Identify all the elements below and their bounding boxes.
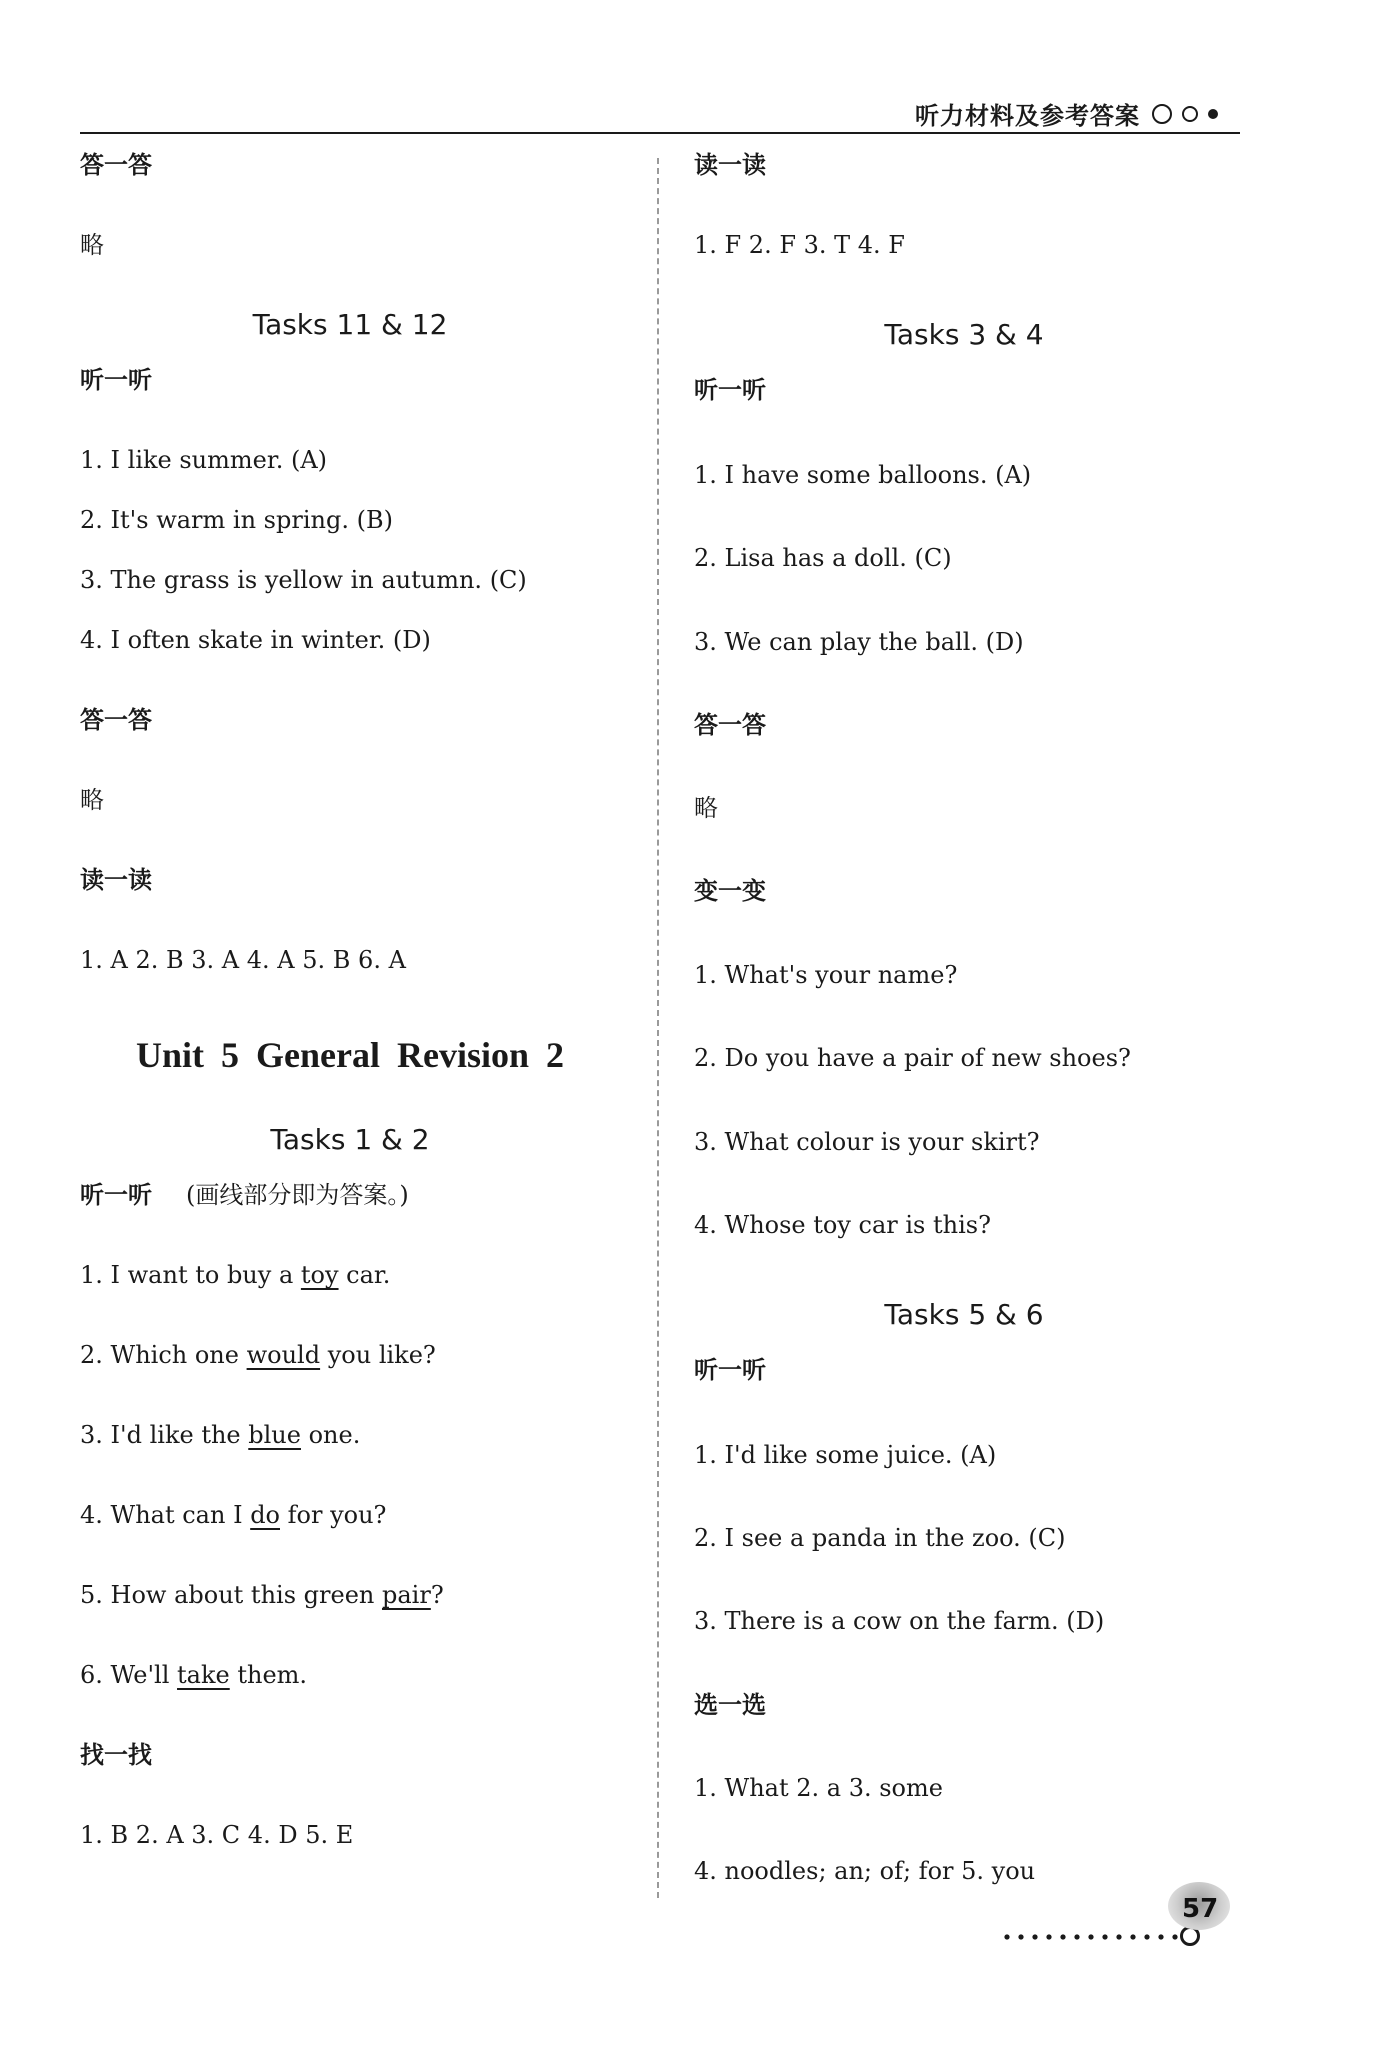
answer-line xyxy=(694,1523,1066,1553)
line-text: 4. I often skate in winter. (D) xyxy=(80,626,431,654)
answer-line xyxy=(80,1420,360,1450)
underlined-answer: toy xyxy=(300,1261,339,1289)
line-text: 2. Lisa has a doll. (C) xyxy=(694,544,952,572)
tasks-heading xyxy=(694,320,1234,350)
dot-icon xyxy=(1208,109,1218,119)
underlined-answer: pair xyxy=(381,1581,431,1609)
line-text: 3. The grass is yellow in autumn. (C) xyxy=(80,566,527,594)
line-text: 3. What colour is your skirt? xyxy=(694,1128,1040,1156)
section-label xyxy=(80,705,152,735)
circle-icon xyxy=(1152,104,1172,124)
line-text: 1. F 2. F 3. T 4. F xyxy=(694,231,905,259)
answer-line xyxy=(80,1820,353,1850)
label-note: (画线部分即为答案。) xyxy=(186,1181,409,1209)
answer-line xyxy=(694,627,1024,657)
section-label xyxy=(694,710,766,740)
answer-line xyxy=(694,1043,1131,1073)
answer-line xyxy=(80,945,406,975)
header-title: 听力材料及参考答案 xyxy=(915,102,1140,130)
answer-text: 6. We'll xyxy=(80,1661,178,1689)
section-label xyxy=(694,150,766,180)
underlined-answer: take xyxy=(177,1661,230,1689)
line-text: Tasks 5 & 6 xyxy=(884,1298,1044,1331)
underlined-answer: would xyxy=(246,1341,321,1369)
line-text: 答一答 xyxy=(80,151,152,179)
page-number: 57 xyxy=(1182,1894,1219,1924)
line-text: 略 xyxy=(694,794,718,822)
answer-line xyxy=(80,625,431,655)
section-label xyxy=(694,1690,766,1720)
answer-text: car. xyxy=(338,1261,391,1289)
header-rule xyxy=(80,132,1240,134)
line-text: 1. I like summer. (A) xyxy=(80,446,328,474)
answer-text: 2. Which one xyxy=(80,1341,247,1369)
page-header xyxy=(80,96,1240,136)
section-label xyxy=(80,865,152,895)
answer-line xyxy=(694,230,905,260)
line-text: 略 xyxy=(80,786,104,814)
tasks-heading xyxy=(80,310,620,340)
line-text: 2. I see a panda in the zoo. (C) xyxy=(694,1524,1066,1552)
section-label xyxy=(80,1740,152,1770)
header-circles-ornament xyxy=(1152,104,1240,124)
answer-text: one. xyxy=(300,1421,361,1449)
line-text: 1. A 2. B 3. A 4. A 5. B 6. A xyxy=(80,946,406,974)
answer-line xyxy=(80,785,104,815)
line-text: 2. It's warm in spring. (B) xyxy=(80,506,393,534)
line-text: 3. We can play the ball. (D) xyxy=(694,628,1024,656)
answer-text: you like? xyxy=(320,1341,436,1369)
line-text: 找一找 xyxy=(80,1741,152,1769)
line-text: 变一变 xyxy=(694,877,766,905)
answer-text: for you? xyxy=(280,1501,387,1529)
line-text: 听一听 xyxy=(80,1181,152,1209)
line-text: 读一读 xyxy=(80,866,152,894)
answer-text: 1. I want to buy a xyxy=(80,1261,301,1289)
answer-line xyxy=(694,1856,1035,1886)
answer-text: 5. How about this green xyxy=(80,1581,382,1609)
line-text: Tasks 3 & 4 xyxy=(884,318,1044,351)
answer-line xyxy=(694,543,952,573)
tasks-heading xyxy=(694,1300,1234,1330)
answer-line xyxy=(80,1660,307,1690)
answer-line xyxy=(80,230,104,260)
column-divider xyxy=(657,158,659,1898)
answer-line xyxy=(694,1210,991,1240)
section-label xyxy=(80,150,152,180)
underlined-answer: do xyxy=(250,1501,280,1529)
answer-line xyxy=(80,445,327,475)
line-text: 1. B 2. A 3. C 4. D 5. E xyxy=(80,1821,354,1849)
section-label xyxy=(694,1355,766,1385)
answer-line xyxy=(80,1340,436,1370)
page-footer xyxy=(1000,1894,1260,1968)
answer-line xyxy=(694,1440,996,1470)
line-text: 选一选 xyxy=(694,1691,766,1719)
answer-line xyxy=(80,565,527,595)
line-text: 3. There is a cow on the farm. (D) xyxy=(694,1607,1105,1635)
answer-text: them. xyxy=(229,1661,308,1689)
line-text: 答一答 xyxy=(80,706,152,734)
answer-line xyxy=(694,1127,1040,1157)
answer-line xyxy=(80,1580,444,1610)
answer-line xyxy=(694,1606,1104,1636)
line-text: 答一答 xyxy=(694,711,766,739)
line-text: 2. Do you have a pair of new shoes? xyxy=(694,1044,1131,1072)
answer-line xyxy=(694,1773,943,1803)
section-label xyxy=(80,1180,409,1210)
line-text: 4. noodles; an; of; for 5. you xyxy=(694,1857,1036,1885)
section-label xyxy=(694,876,766,906)
line-text: 听一听 xyxy=(694,1356,766,1384)
answer-line xyxy=(80,1260,390,1290)
answer-line xyxy=(694,793,718,823)
unit-heading xyxy=(80,1035,620,1075)
answer-text: 4. What can I xyxy=(80,1501,251,1529)
answer-text: ? xyxy=(430,1581,444,1609)
line-text: 略 xyxy=(80,231,104,259)
line-text: Tasks 11 & 12 xyxy=(252,308,448,341)
circle-icon xyxy=(1182,106,1198,122)
line-text: 听一听 xyxy=(694,376,766,404)
line-text: 4. Whose toy car is this? xyxy=(694,1211,991,1239)
line-text: 听一听 xyxy=(80,366,152,394)
answer-line xyxy=(80,1500,386,1530)
line-text: Unit 5 General Revision 2 xyxy=(136,1035,564,1075)
section-label xyxy=(694,375,766,405)
line-text: 1. What's your name? xyxy=(694,961,958,989)
footer-dotted-line xyxy=(1000,1934,1178,1940)
underlined-answer: blue xyxy=(248,1421,301,1449)
section-label xyxy=(80,365,152,395)
tasks-heading xyxy=(80,1125,620,1155)
line-text: 1. What 2. a 3. some xyxy=(694,1774,943,1802)
answer-line xyxy=(80,505,393,535)
line-text: Tasks 1 & 2 xyxy=(270,1123,430,1156)
answer-line xyxy=(694,460,1031,490)
line-text: 1. I'd like some juice. (A) xyxy=(694,1441,997,1469)
answer-text: 3. I'd like the xyxy=(80,1421,249,1449)
line-text: 1. I have some balloons. (A) xyxy=(694,461,1032,489)
answer-line xyxy=(694,960,957,990)
line-text: 读一读 xyxy=(694,151,766,179)
